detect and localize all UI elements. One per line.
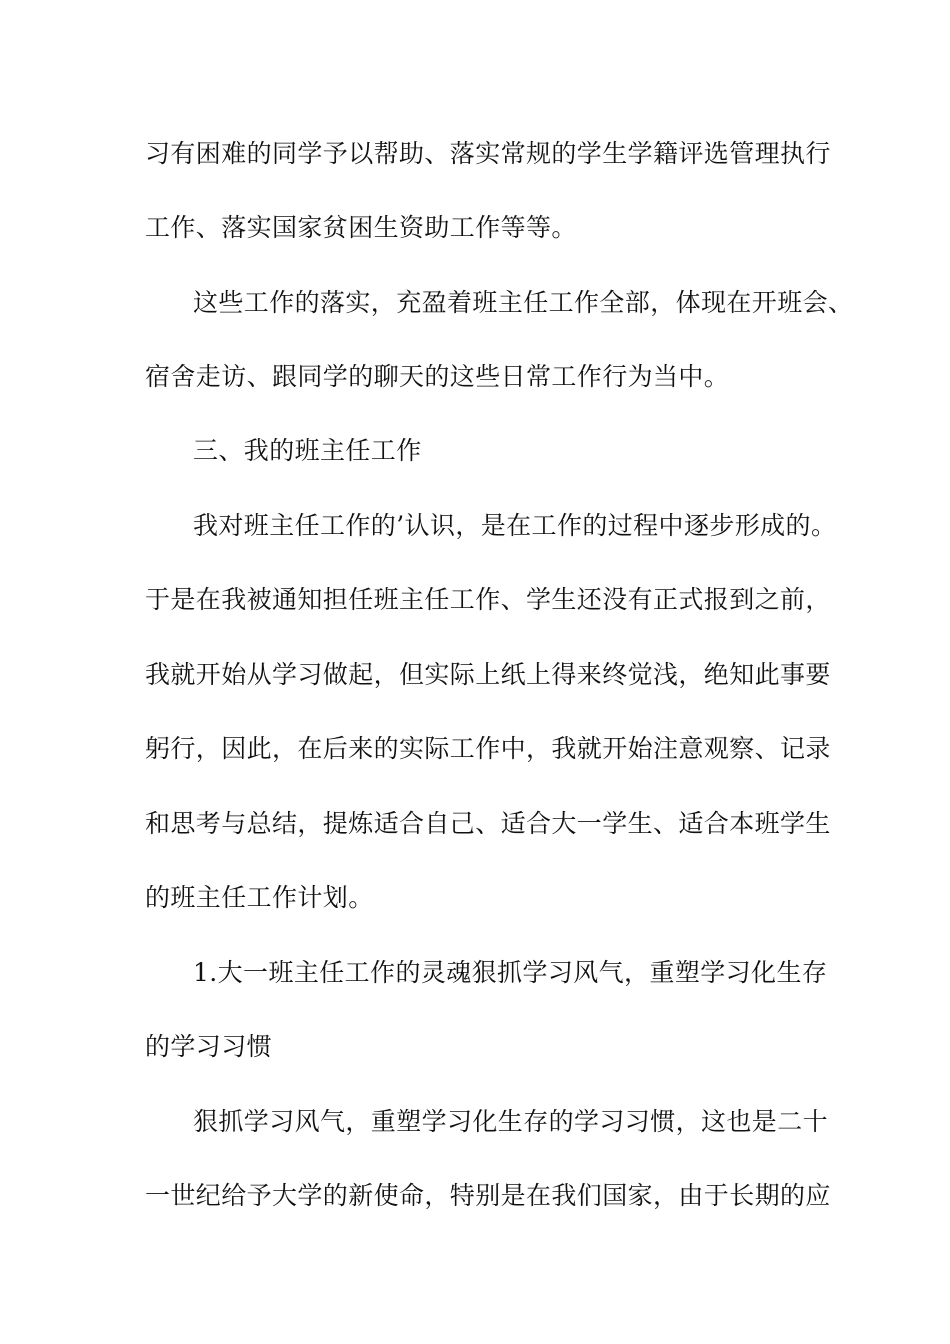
paragraph-start: 这些工作的落实，充盈着班主任工作全部，体现在开班会、	[193, 288, 854, 317]
paragraph-start: 我对班主任工作的’认识，是在工作的过程中逐步形成的。	[193, 511, 837, 540]
subsection-heading: 1.大一班主任工作的灵魂狠抓学习风气，重塑学习化生存	[193, 958, 828, 987]
text-line: 习有困难的同学予以帮助、落实常规的学生学籍评选管理执行	[145, 139, 831, 168]
text-line: 于是在我被通知担任班主任工作、学生还没有正式报到之前，	[145, 585, 831, 614]
section-heading: 三、我的班主任工作	[193, 436, 422, 465]
text-line: 和思考与总结，提炼适合自己、适合大一学生、适合本班学生	[145, 809, 831, 838]
text-line: 我就开始从学习做起，但实际上纸上得来终觉浅，绝知此事要	[145, 660, 831, 689]
text-line: 一世纪给予大学的新使命，特别是在我们国家，由于长期的应	[145, 1181, 831, 1210]
paragraph-start: 狠抓学习风气，重塑学习化生存的学习习惯，这也是二十	[193, 1107, 829, 1136]
text-line: 宿舍走访、跟同学的聊天的这些日常工作行为当中。	[145, 362, 730, 391]
text-line: 工作、落实国家贫困生资助工作等等。	[145, 213, 577, 242]
text-line: 的学习习惯	[145, 1032, 273, 1061]
text-line: 的班主任工作计划。	[145, 883, 374, 912]
text-line: 躬行，因此，在后来的实际工作中，我就开始注意观察、记录	[145, 734, 831, 763]
